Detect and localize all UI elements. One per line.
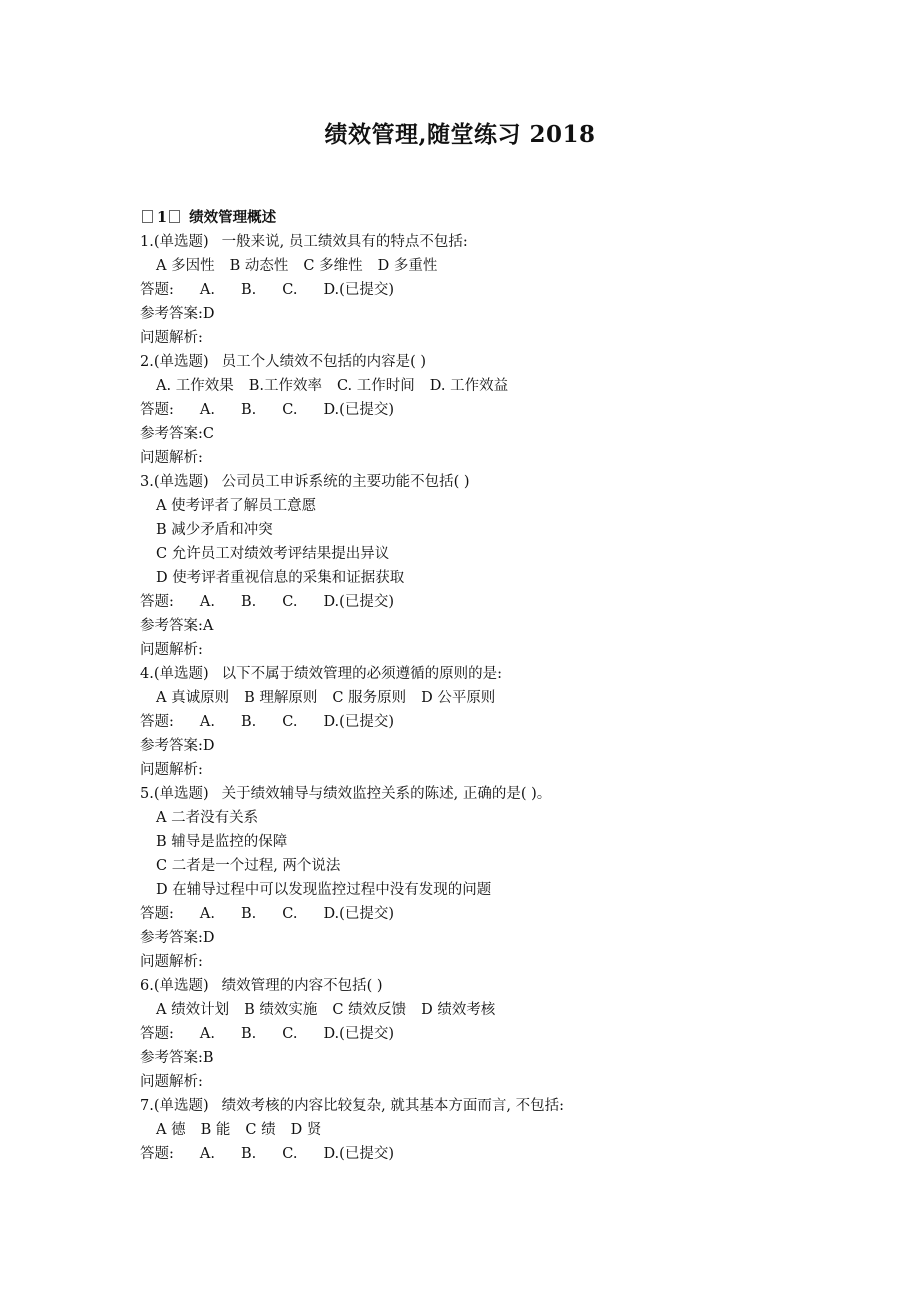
answer-choice[interactable]: D. xyxy=(323,714,340,730)
checkbox-icon xyxy=(142,210,153,223)
option: B.工作效率 xyxy=(248,378,322,394)
question-number: 3. xyxy=(140,474,154,490)
analysis-label: 问题解析: xyxy=(140,330,203,346)
answer-label: 答题: xyxy=(140,282,174,298)
answer-choice[interactable]: D. xyxy=(323,1026,340,1042)
answer-choice[interactable]: B. xyxy=(240,1026,257,1042)
answer-choice[interactable]: D. xyxy=(323,906,340,922)
analysis-label: 问题解析: xyxy=(140,1074,203,1090)
option: C 绩 xyxy=(245,1122,276,1138)
question-type: (单选题) xyxy=(153,666,209,682)
reference-answer xyxy=(140,422,800,446)
option: C 绩效反馈 xyxy=(332,1002,407,1018)
submitted-status: (已提交) xyxy=(339,906,394,922)
answer-row xyxy=(140,1142,800,1166)
options-row xyxy=(140,254,800,278)
answer-choice[interactable]: A. xyxy=(199,1146,215,1162)
answer-choice[interactable]: A. xyxy=(199,402,215,418)
options-row xyxy=(140,374,800,398)
section-number: 1 xyxy=(157,209,168,226)
option: D 在辅导过程中可以发现监控过程中没有发现的问题 xyxy=(156,882,492,898)
analysis-label: 问题解析: xyxy=(140,762,203,778)
option: A 使考评者了解员工意愿 xyxy=(156,498,317,514)
answer-choice[interactable]: B. xyxy=(240,1146,257,1162)
question-type: (单选题) xyxy=(153,474,209,490)
reference-value: D xyxy=(202,738,215,754)
analysis-label: 问题解析: xyxy=(140,450,203,466)
option: D 公平原则 xyxy=(421,690,496,706)
submitted-status: (已提交) xyxy=(339,282,394,298)
question-type: (单选题) xyxy=(153,1098,209,1114)
reference-label: 参考答案: xyxy=(140,426,203,442)
reference-label: 参考答案: xyxy=(140,618,203,634)
option: B 动态性 xyxy=(229,258,289,274)
question-block xyxy=(140,350,800,470)
question-type: (单选题) xyxy=(153,234,209,250)
section-title: 绩效管理概述 xyxy=(189,209,277,226)
submitted-status: (已提交) xyxy=(339,1026,394,1042)
analysis-label: 问题解析: xyxy=(140,954,203,970)
checkbox-icon xyxy=(169,210,180,223)
answer-choice[interactable]: B. xyxy=(240,714,257,730)
option: C 服务原则 xyxy=(332,690,407,706)
answer-row xyxy=(140,278,800,302)
question-stem xyxy=(140,782,800,806)
document-title: 绩效管理,随堂练习 2018 xyxy=(324,121,596,148)
submitted-status: (已提交) xyxy=(339,714,394,730)
answer-label: 答题: xyxy=(140,906,174,922)
submitted-status: (已提交) xyxy=(339,594,394,610)
option: B 理解原则 xyxy=(244,690,318,706)
answer-choice[interactable]: C. xyxy=(282,282,298,298)
question-number: 5. xyxy=(140,786,154,802)
question-text: 关于绩效辅导与绩效监控关系的陈述, 正确的是( )。 xyxy=(221,786,552,802)
question-stem xyxy=(140,1094,800,1118)
question-number: 2. xyxy=(140,354,154,370)
reference-answer xyxy=(140,734,800,758)
question-stem xyxy=(140,230,800,254)
question-text: 绩效管理的内容不包括( ) xyxy=(221,978,383,994)
option: C 允许员工对绩效考评结果提出异议 xyxy=(156,546,390,562)
answer-choice[interactable]: A. xyxy=(199,594,215,610)
option: B 绩效实施 xyxy=(244,1002,318,1018)
reference-answer xyxy=(140,302,800,326)
reference-label: 参考答案: xyxy=(140,306,203,322)
option: C 多维性 xyxy=(303,258,363,274)
answer-label: 答题: xyxy=(140,594,174,610)
question-stem xyxy=(140,350,800,374)
question-block xyxy=(140,662,800,782)
options-row xyxy=(140,1118,800,1142)
question-block xyxy=(140,470,800,662)
submitted-status: (已提交) xyxy=(339,1146,394,1162)
reference-label: 参考答案: xyxy=(140,738,203,754)
question-stem xyxy=(140,974,800,998)
answer-choice[interactable]: D. xyxy=(323,1146,340,1162)
question-text: 公司员工申诉系统的主要功能不包括( ) xyxy=(221,474,470,490)
reference-value: A xyxy=(202,618,214,634)
answer-choice[interactable]: C. xyxy=(282,714,298,730)
option: B 能 xyxy=(200,1122,231,1138)
reference-answer xyxy=(140,614,800,638)
question-number: 7. xyxy=(140,1098,154,1114)
answer-label: 答题: xyxy=(140,1026,174,1042)
answer-choice[interactable]: C. xyxy=(282,1146,298,1162)
answer-row xyxy=(140,902,800,926)
option: C. 工作时间 xyxy=(336,378,415,394)
options-row xyxy=(140,998,800,1022)
answer-choice[interactable]: C. xyxy=(282,906,298,922)
question-type: (单选题) xyxy=(153,786,209,802)
answer-choice[interactable]: D. xyxy=(323,594,340,610)
question-stem xyxy=(140,470,800,494)
option: D 贤 xyxy=(290,1122,322,1138)
reference-value: B xyxy=(202,1050,214,1066)
answer-choice[interactable]: C. xyxy=(282,1026,298,1042)
answer-label: 答题: xyxy=(140,402,174,418)
reference-label: 参考答案: xyxy=(140,930,203,946)
question-type: (单选题) xyxy=(153,354,209,370)
submitted-status: (已提交) xyxy=(339,402,394,418)
option: B 减少矛盾和冲突 xyxy=(156,522,273,538)
answer-choice[interactable]: B. xyxy=(240,906,257,922)
answer-choice[interactable]: A. xyxy=(199,1026,215,1042)
option: D. 工作效益 xyxy=(429,378,509,394)
answer-choice[interactable]: B. xyxy=(240,282,257,298)
option: A 二者没有关系 xyxy=(156,810,259,826)
answer-choice[interactable]: A. xyxy=(199,714,215,730)
answer-choice[interactable]: D. xyxy=(323,402,340,418)
answer-row xyxy=(140,590,800,614)
reference-answer xyxy=(140,926,800,950)
question-type: (单选题) xyxy=(153,978,209,994)
answer-row xyxy=(140,710,800,734)
reference-value: D xyxy=(202,306,215,322)
answer-choice[interactable]: C. xyxy=(282,402,298,418)
question-text: 员工个人绩效不包括的内容是( ) xyxy=(221,354,427,370)
answer-row xyxy=(140,1022,800,1046)
question-block xyxy=(140,1094,800,1166)
option: D 多重性 xyxy=(377,258,438,274)
answer-label: 答题: xyxy=(140,714,174,730)
question-stem xyxy=(140,662,800,686)
reference-answer xyxy=(140,1046,800,1070)
question-block xyxy=(140,230,800,350)
analysis-label: 问题解析: xyxy=(140,642,203,658)
answer-label: 答题: xyxy=(140,1146,174,1162)
document-content xyxy=(140,206,800,1166)
question-block xyxy=(140,782,800,974)
option: A 真诚原则 xyxy=(156,690,230,706)
answer-choice[interactable]: B. xyxy=(240,402,257,418)
question-number: 1. xyxy=(140,234,154,250)
option: B 辅导是监控的保障 xyxy=(156,834,288,850)
answer-choice[interactable]: A. xyxy=(199,282,215,298)
reference-value: C xyxy=(202,426,214,442)
reference-label: 参考答案: xyxy=(140,1050,203,1066)
question-text: 以下不属于绩效管理的必须遵循的原则的是: xyxy=(221,666,503,682)
option: A. 工作效果 xyxy=(156,378,234,394)
reference-value: D xyxy=(202,930,215,946)
option: A 绩效计划 xyxy=(156,1002,230,1018)
option: A 多因性 xyxy=(156,258,215,274)
option: C 二者是一个过程, 两个说法 xyxy=(156,858,341,874)
question-number: 4. xyxy=(140,666,154,682)
answer-choice[interactable]: C. xyxy=(282,594,298,610)
question-text: 绩效考核的内容比较复杂, 就其基本方面而言, 不包括: xyxy=(221,1098,564,1114)
answer-choice[interactable]: B. xyxy=(240,594,257,610)
option: D 绩效考核 xyxy=(421,1002,496,1018)
answer-choice[interactable]: D. xyxy=(323,282,340,298)
option: D 使考评者重视信息的采集和证据获取 xyxy=(156,570,405,586)
question-text: 一般来说, 员工绩效具有的特点不包括: xyxy=(221,234,468,250)
question-list xyxy=(140,230,800,1166)
answer-choice[interactable]: A. xyxy=(199,906,215,922)
question-block xyxy=(140,974,800,1094)
options-row xyxy=(140,686,800,710)
question-number: 6. xyxy=(140,978,154,994)
option: A 德 xyxy=(156,1122,186,1138)
section-heading xyxy=(140,206,800,230)
answer-row xyxy=(140,398,800,422)
